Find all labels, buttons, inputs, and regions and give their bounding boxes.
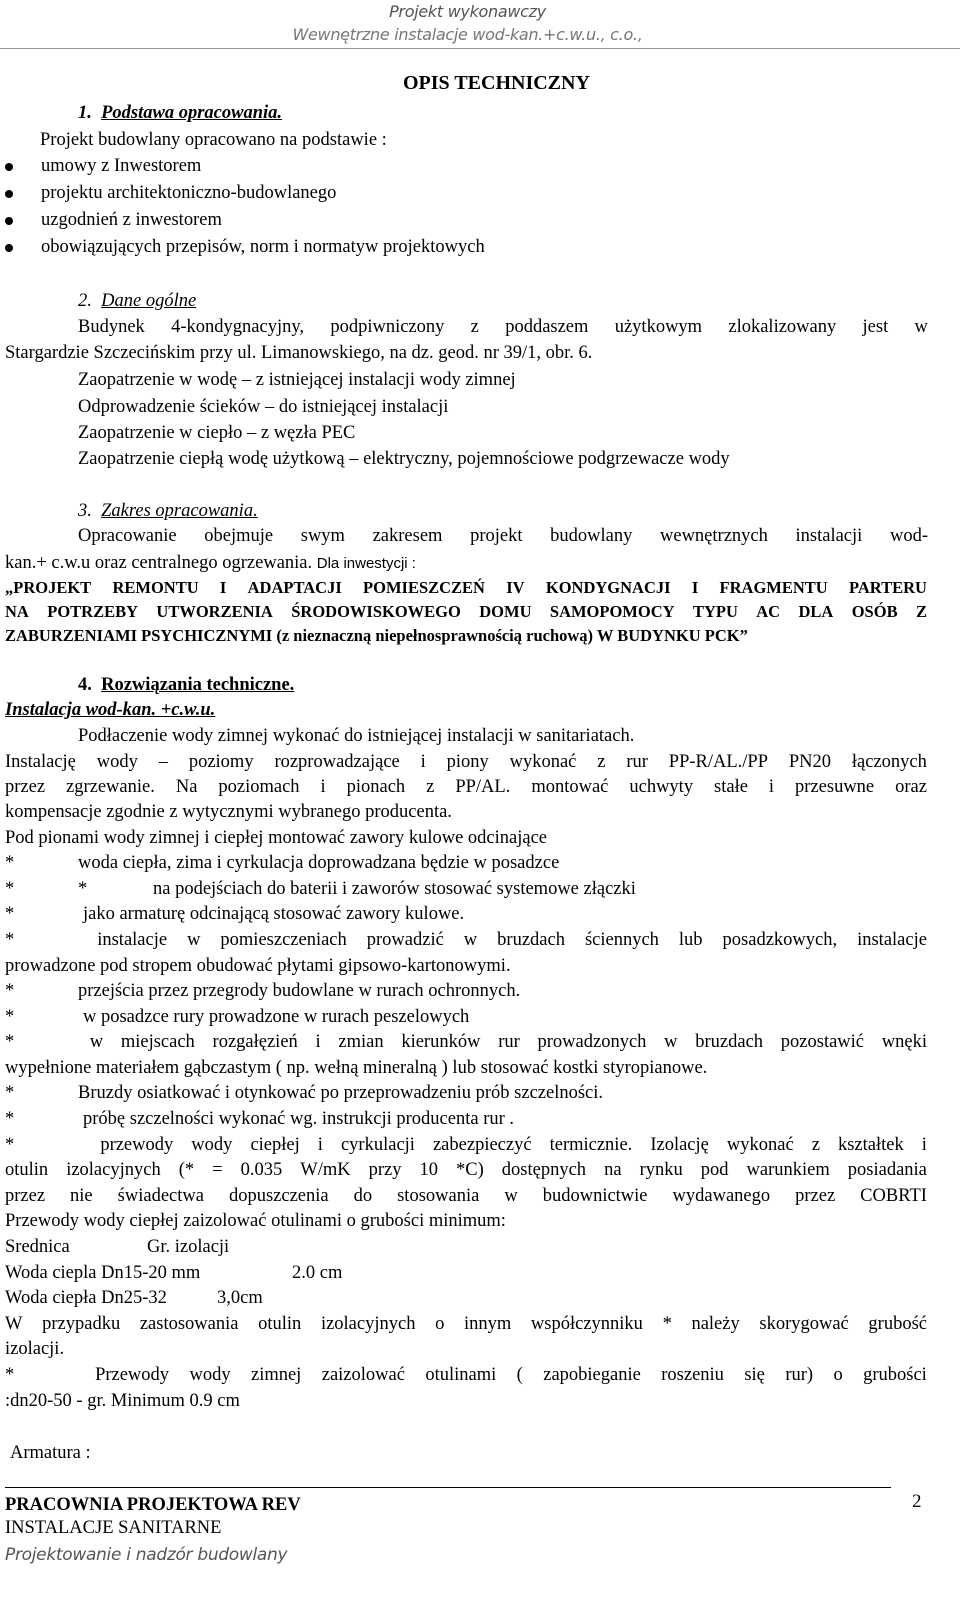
section-2-line: Zaopatrzenie w wodę – z istniejącej instalacji wody zimnej [78,370,516,390]
star-item: * * na podejściach do baterii i zaworów stosować systemowe złączki [5,879,636,899]
bullet-icon [5,190,13,198]
header-line1: Projekt wykonawczy [389,2,546,21]
insulation-row: Woda ciepła Dn25-32 3,0cm [5,1288,263,1308]
bullet-icon [5,217,13,225]
body-line: Instalację wody – poziomy rozprowadzające i piony wykonać z rur PP-R/AL./PP PN20 łączonych [5,752,927,772]
body-line: Pod pionami wody zimnej i ciepłej montować zawory kulowe odcinające [5,828,547,848]
bullet-icon [5,244,13,252]
section-2-line: Odprowadzenie ścieków – do istniejącej instalacji [78,397,449,417]
star-item: * jako armaturę odcinającą stosować zawory kulowe. [5,904,465,924]
star-item: * woda ciepła, zima i cyrkulacja doprowadzana będzie w posadzce [5,853,560,873]
section-2-heading: 2. Dane ogólne [78,291,197,311]
star-item: * w miejscach rozgałęzień i zmian kierunków rur prowadzonych w bruzdach pozostawić wnęki [5,1032,927,1052]
bullet-item: umowy z Inwestorem [3,155,201,177]
section-1-heading: 1. Podstawa opracowania. [78,103,283,123]
footer-rule [5,1487,891,1488]
page-title: OPIS TECHNICZNY [403,72,590,94]
section-4-subheading: Instalacja wod-kan. +c.w.u. [5,700,216,720]
star-item-continuation: prowadzone pod stropem obudować płytami gipsowo-kartonowymi. [5,956,511,976]
section-2-paragraph-line1: Budynek 4-kondygnacyjny, podpiwniczony z poddaszem użytkowym zlokalizowany jest w [78,317,928,337]
bullet-item: obowiązujących przepisów, norm i normatyw projektowych [3,236,485,258]
star-item-continuation: przez nie świadectwa dopuszczenia do stosowania w budownictwie wydawanego przez COBRTI [5,1186,927,1206]
body-line: izolacji. [5,1339,65,1359]
star-item: * próbę szczelności wykonać wg. instrukcji producenta rur . [5,1109,515,1129]
star-item-continuation: :dn20-50 - gr. Minimum 0.9 cm [5,1391,240,1411]
armatura-label: Armatura : [10,1443,91,1463]
body-line: Podłaczenie wody zimnej wykonać do istniejącej instalacji w sanitariatach. [78,726,635,746]
project-title-line3: ZABURZENIAMI PSYCHICZNYMI (z nieznaczną niepełnosprawnością ruchową) W BUDYNKU PCK” [5,626,748,645]
insulation-row: Woda ciepla Dn15-20 mm 2.0 cm [5,1263,343,1283]
star-item: * przejścia przez przegrody budowlane w rurach ochronnych. [5,981,521,1001]
footer-dept: INSTALACJE SANITARNE [5,1518,222,1538]
body-line: przez zgrzewanie. Na poziomach i pionach z PP/AL. montować uchwyty stałe i przesuwne oraz [5,777,927,797]
star-item-continuation: wypełnione materiałem gąbczastym ( np. wełną mineralną ) lub stosować kostki styropianowe. [5,1058,708,1078]
page-number: 2 [912,1491,922,1512]
star-item-continuation: otulin izolacyjnych (* = 0.035 W/mK przy 10 *C) dostępnych na rynku pod warunkiem posiadania [5,1160,927,1180]
header-rule [0,48,960,49]
footer-company: PRACOWNIA PROJEKTOWA REV [5,1495,301,1515]
section-3-paragraph-line1: Opracowanie obejmuje swym zakresem projekt budowlany wewnętrznych instalacji wod- [78,526,928,546]
bullet-icon [5,163,13,171]
project-title-line2: NA POTRZEBY UTWORZENIA ŚRODOWISKOWEGO DOMU SAMOPOMOCY TYPU AC DLA OSÓB Z [5,602,927,621]
section-2-line: Zaopatrzenie w ciepło – z węzła PEC [78,423,356,443]
header-line2: Wewnętrzne instalacje wod-kan.+c.w.u., c.o., [292,25,643,44]
star-item: * instalacje w pomieszczeniach prowadzić w bruzdach ściennych lub posadzkowych, instalacje [5,930,927,950]
project-title-line1: „PROJEKT REMONTU I ADAPTACJI POMIESZCZEŃ IV KONDYGNACJI I FRAGMENTU PARTERU [5,578,927,597]
section-3-paragraph-line2: kan.+ c.w.u oraz centralnego ogrzewania. Dla inwestycji : [5,553,416,573]
bullet-item: projektu architektoniczno-budowlanego [3,182,336,204]
body-line: Przewody wody ciepłej zaizolować otulinami o grubości minimum: [5,1211,506,1231]
section-2-line: Zaopatrzenie ciepłą wodę użytkową – elektryczny, pojemnościowe podgrzewacze wody [78,449,730,469]
body-line: W przypadku zastosowania otulin izolacyjnych o innym współczynniku * należy skorygować grubość [5,1314,927,1334]
section-3-heading: 3. Zakres opracowania. [78,501,258,521]
section-4-heading: 4. Rozwiązania techniczne. [78,675,295,695]
section-1-intro: Projekt budowlany opracowano na podstawie : [40,130,387,150]
bullet-item: uzgodnień z inwestorem [3,209,222,231]
footer-tagline: Projektowanie i nadzór budowlany [5,1545,288,1565]
star-item: * przewody wody ciepłej i cyrkulacji zabezpieczyć termicznie. Izolację wykonać z kształtek i [5,1135,927,1155]
star-item: * w posadzce rury prowadzone w rurach peszelowych [5,1007,470,1027]
section-2-paragraph-line2: Stargardzie Szczecińskim przy ul. Limanowskiego, na dz. geod. nr 39/1, obr. 6. [5,343,593,363]
body-line: kompensacje zgodnie z wytycznymi wybranego producenta. [5,802,452,822]
star-item: * Przewody wody zimnej zaizolować otulinami ( zapobieganie roszeniu się rur) o grubości [5,1365,927,1385]
insulation-row: Srednica Gr. izolacji [5,1237,230,1257]
star-item: * Bruzdy osiatkować i otynkować po przeprowadzeniu prób szczelności. [5,1083,604,1103]
